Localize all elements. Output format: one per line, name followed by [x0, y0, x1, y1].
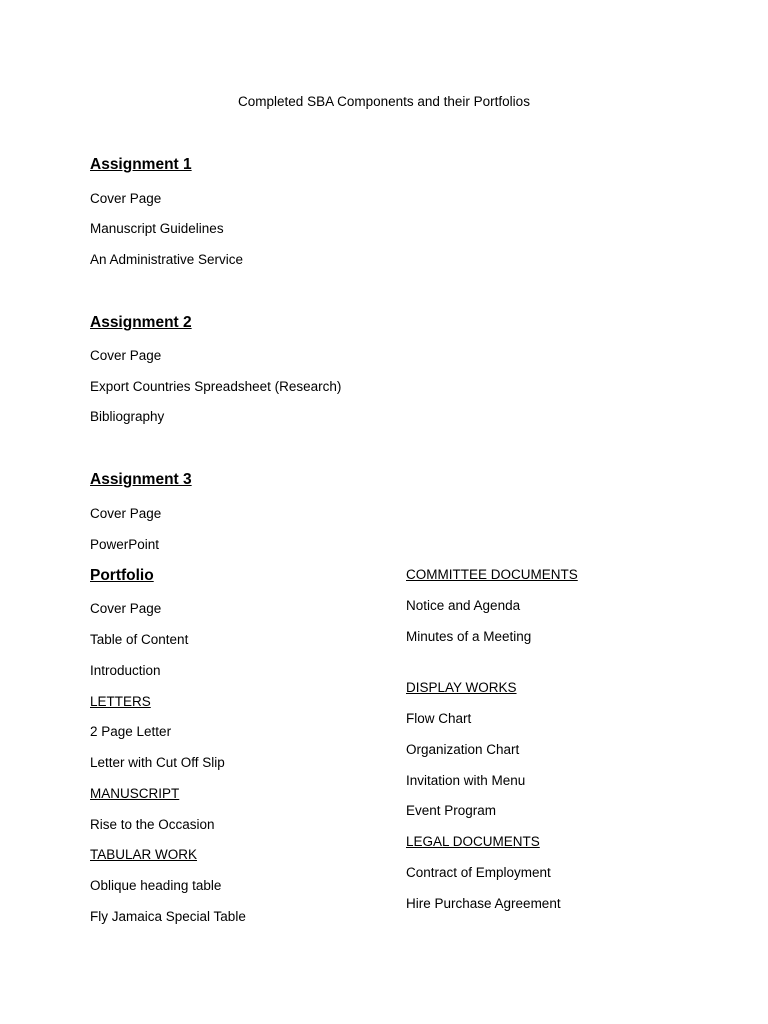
portfolio-item: Introduction — [90, 663, 161, 678]
portfolio-heading: Portfolio — [90, 567, 154, 584]
portfolio-item: Hire Purchase Agreement — [406, 896, 561, 911]
assignment-2-heading: Assignment 2 — [90, 314, 192, 331]
portfolio-item: Minutes of a Meeting — [406, 629, 532, 644]
portfolio-item: 2 Page Letter — [90, 724, 172, 739]
assignment-2-item: Cover Page — [90, 348, 162, 363]
portfolio-item: Flow Chart — [406, 711, 472, 726]
portfolio-item: Table of Content — [90, 632, 189, 647]
portfolio-item: Fly Jamaica Special Table — [90, 909, 246, 924]
manuscript-subheading: MANUSCRIPT — [90, 786, 180, 801]
assignment-1-item: Manuscript Guidelines — [90, 221, 224, 236]
letters-subheading: LETTERS — [90, 694, 151, 709]
assignment-2-item: Export Countries Spreadsheet (Research) — [90, 379, 342, 394]
assignment-2-item: Bibliography — [90, 409, 165, 424]
display-works-subheading: DISPLAY WORKS — [406, 680, 517, 695]
page-title: Completed SBA Components and their Portfolios — [238, 94, 530, 109]
assignment-3-heading: Assignment 3 — [90, 471, 192, 488]
legal-documents-subheading: LEGAL DOCUMENTS — [406, 834, 540, 849]
assignment-3-item: PowerPoint — [90, 537, 160, 552]
portfolio-item: Letter with Cut Off Slip — [90, 755, 225, 770]
portfolio-item: Invitation with Menu — [406, 773, 526, 788]
assignment-1-heading: Assignment 1 — [90, 156, 192, 173]
portfolio-item: Cover Page — [90, 601, 162, 616]
portfolio-item: Notice and Agenda — [406, 598, 521, 613]
portfolio-item: Oblique heading table — [90, 878, 222, 893]
portfolio-item: Organization Chart — [406, 742, 520, 757]
assignment-1-item: An Administrative Service — [90, 252, 244, 267]
portfolio-item: Event Program — [406, 803, 497, 818]
portfolio-item: Contract of Employment — [406, 865, 551, 880]
portfolio-item: Rise to the Occasion — [90, 817, 215, 832]
tabular-work-subheading: TABULAR WORK — [90, 847, 198, 862]
committee-documents-subheading: COMMITTEE DOCUMENTS — [406, 567, 578, 582]
assignment-3-item: Cover Page — [90, 506, 162, 521]
assignment-1-item: Cover Page — [90, 191, 162, 206]
